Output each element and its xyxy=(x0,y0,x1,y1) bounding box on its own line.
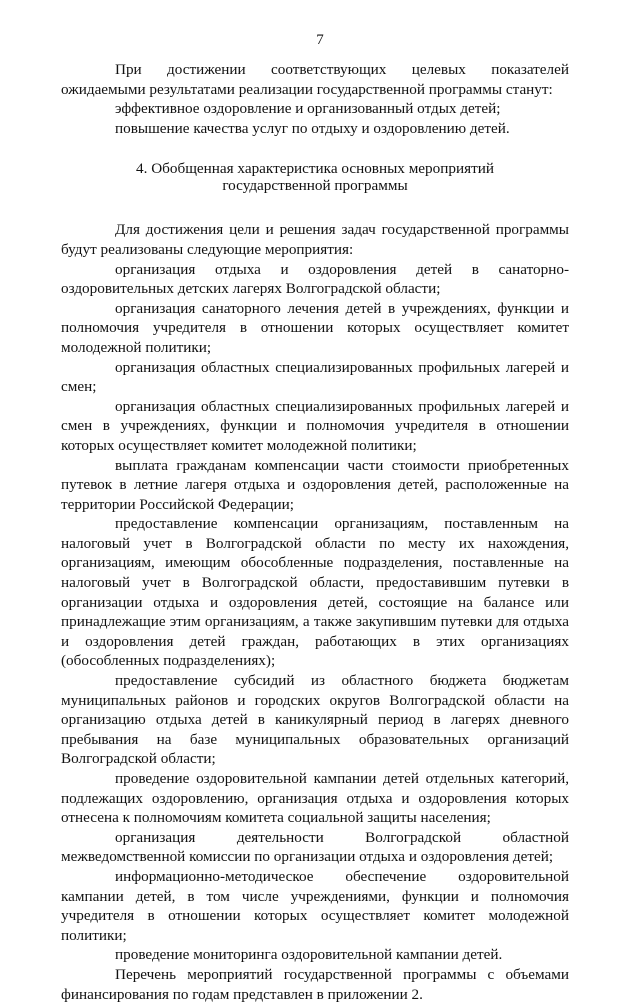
section-heading: 4. Обобщенная характеристика основных мероприятий государственной программы xyxy=(136,160,494,195)
page-number: 7 xyxy=(316,32,324,48)
closing-paragraph: Перечень мероприятий государственной программы с объемами финансирования по годам представлен в приложении 2. xyxy=(61,965,569,1003)
measure-item: организация отдыха и оздоровления детей в санаторно-оздоровительных детских лагерях Волгоградской области; xyxy=(61,260,569,298)
intro-paragraph: При достижении соответствующих целевых показателей ожидаемыми результатами реализации государственной программы станут: xyxy=(61,61,569,98)
measure-item: организация санаторного лечения детей в учреждениях, функции и полномочия учредителя в отношении которых осуществляет комитет молодежной политики; xyxy=(61,299,569,356)
section-paragraph: Для достижения цели и решения задач государственной программы будут реализованы следующие мероприятия: xyxy=(61,221,569,258)
measure-item: предоставление субсидий из областного бюджета бюджетам муниципальных районов и городских округов Волгоградской области на организацию отдыха детей в каникулярный период в лагерях дневного пребывания на базе муниципальных образовательных организаций Волгоградской области; xyxy=(61,672,569,768)
measure-item: выплата гражданам компенсации части стоимости приобретенных путевок в летние лагеря отдыха и оздоровления детей, расположенные на территории Российской Федерации; xyxy=(61,456,569,513)
intro-list-item: эффективное оздоровление и организованный отдых детей; xyxy=(115,100,501,118)
measure-item: организация деятельности Волгоградской областной межведомственной комиссии по организации отдыха и оздоровления детей; xyxy=(61,828,569,866)
measure-item: информационно-методическое обеспечение оздоровительной кампании детей, в том числе учреждениями, функции и полномочия учредителя в отношении которых осуществляет комитет молодежной политики; xyxy=(61,867,569,944)
measure-item: проведение оздоровительной кампании детей отдельных категорий, подлежащих оздоровлению, организация отдыха и оздоровления которых отнесена к полномочиям комитета социальной защиты населения; xyxy=(61,770,569,827)
measure-item: проведение мониторинга оздоровительной кампании детей. xyxy=(115,946,503,964)
measure-item: организация областных специализированных профильных лагерей и смен; xyxy=(61,358,569,396)
measure-item: предоставление компенсации организациям, поставленным на налоговый учет в Волгоградской области по месту их нахождения, организациям, имеющим обособленные подразделения, поставленные на налоговый учет в Волгоградской области, предоставившим путевки в организации отдыха и оздоровления детей, состоящие на балансе или принадлежащие этим организациям, а также закупившим путевки для отдыха и оздоровления детей граждан, работающих в этих организациях (обособленных подразделениях); xyxy=(61,515,569,670)
document-body xyxy=(61,60,569,1004)
measure-item: организация областных специализированных профильных лагерей и смен в учреждениях, функции и полномочия учредителя в отношении которых осуществляет комитет молодежной политики; xyxy=(61,397,569,454)
intro-list-item: повышение качества услуг по отдыху и оздоровлению детей. xyxy=(115,119,510,137)
